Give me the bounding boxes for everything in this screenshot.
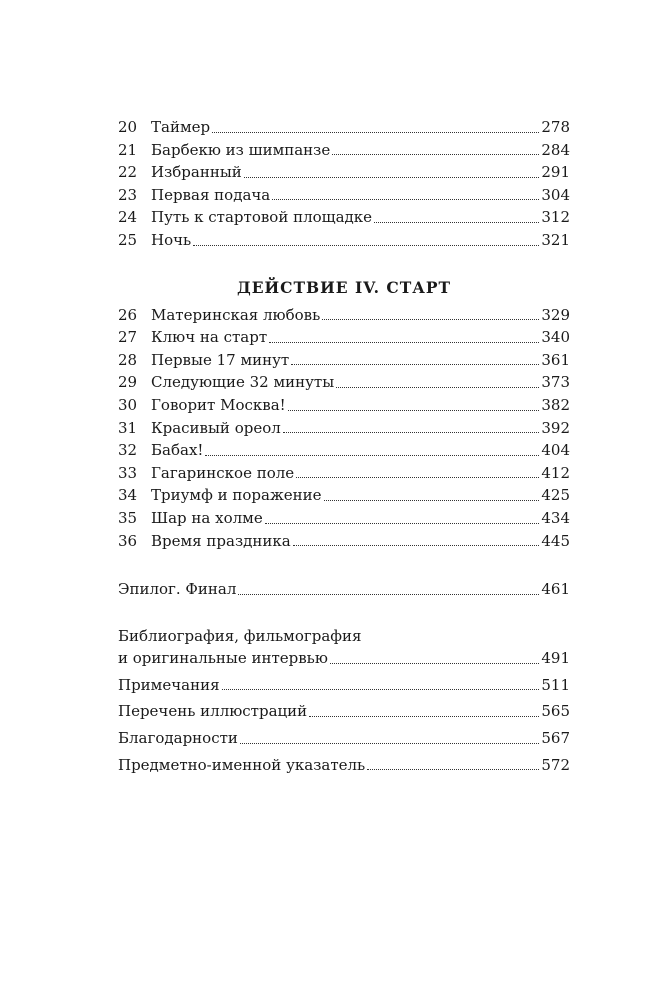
page-number: 291 xyxy=(541,163,570,182)
leader-dots xyxy=(296,476,539,478)
chapter-number: 34 xyxy=(118,486,138,505)
bibliography-title-line1: Библиография, фильмография xyxy=(118,626,362,645)
toc-entry xyxy=(118,394,570,417)
spacer xyxy=(118,552,570,578)
part-heading: ДЕЙСТВИЕ IV. СТАРТ xyxy=(236,277,452,297)
chapter-title: Путь к стартовой площадке xyxy=(151,208,373,227)
back-matter-title: Примечания xyxy=(118,675,220,694)
chapter-number: 33 xyxy=(118,463,138,482)
chapter-title: Барбекю из шимпанзе xyxy=(151,140,331,159)
leader-dots xyxy=(269,341,539,343)
page-number: 412 xyxy=(541,463,570,482)
chapter-title: Бабах! xyxy=(151,441,204,460)
chapter-title: Ключ на старт xyxy=(151,328,268,347)
page-number: 445 xyxy=(541,531,570,550)
chapter-title: Материнская любовь xyxy=(151,305,321,324)
toc-entry xyxy=(118,161,570,184)
toc-entry xyxy=(118,462,570,485)
page-number: 329 xyxy=(541,305,570,324)
page-number: 373 xyxy=(541,373,570,392)
toc-entry xyxy=(118,206,570,229)
page-number: 434 xyxy=(541,508,570,527)
toc-entry xyxy=(118,439,570,462)
chapter-number: 35 xyxy=(118,508,138,527)
toc-entry xyxy=(118,349,570,372)
page-number: 511 xyxy=(541,675,570,694)
chapter-number: 24 xyxy=(118,208,138,227)
chapter-number: 32 xyxy=(118,441,138,460)
part3-list xyxy=(118,116,570,252)
chapter-number: 20 xyxy=(118,118,138,136)
page-number: 567 xyxy=(541,729,570,748)
back-matter-title: Предметно-именной указатель xyxy=(118,755,366,774)
back-matter-title: Благодарности xyxy=(118,729,238,748)
leader-dots xyxy=(332,153,539,155)
leader-dots xyxy=(283,431,540,433)
leader-dots xyxy=(193,244,539,246)
back-matter-entry xyxy=(118,674,570,697)
chapter-title: Избранный xyxy=(151,163,242,182)
page-number: 425 xyxy=(541,486,570,505)
page-number: 361 xyxy=(541,350,570,369)
bibliography-entry xyxy=(118,625,570,670)
toc-entry xyxy=(118,530,570,553)
toc-entry xyxy=(118,139,570,162)
bibliography-title-line2: и оригинальные интервью xyxy=(118,649,328,668)
spacer xyxy=(118,601,570,625)
page-number: 565 xyxy=(541,702,570,721)
chapter-title: Таймер xyxy=(151,118,211,136)
back-matter-entry xyxy=(118,754,570,777)
toc-entry xyxy=(118,507,570,530)
leader-dots xyxy=(222,688,540,690)
chapter-number: 30 xyxy=(118,395,138,414)
toc-entry xyxy=(118,304,570,327)
page-number: 312 xyxy=(541,208,570,227)
chapter-title: Шар на холме xyxy=(151,508,263,527)
chapter-title: Гагаринское поле xyxy=(151,463,295,482)
chapter-title: Красивый ореол xyxy=(151,418,281,437)
leader-dots xyxy=(367,768,539,770)
chapter-number: 21 xyxy=(118,140,138,159)
leader-dots xyxy=(309,715,539,717)
leader-dots xyxy=(336,386,539,388)
leader-dots xyxy=(293,544,540,546)
toc-entry xyxy=(118,371,570,394)
chapter-number: 31 xyxy=(118,418,138,437)
leader-dots xyxy=(322,318,539,320)
back-matter-entry xyxy=(118,700,570,723)
page-number: 284 xyxy=(541,140,570,159)
chapter-number: 26 xyxy=(118,305,138,324)
leader-dots xyxy=(374,221,539,223)
toc-entry xyxy=(118,484,570,507)
part4-list xyxy=(118,304,570,553)
leader-dots xyxy=(291,363,539,365)
page-number: 304 xyxy=(541,185,570,204)
leader-dots xyxy=(272,198,539,200)
leader-dots xyxy=(324,499,540,501)
page-number: 340 xyxy=(541,328,570,347)
epilogue-title: Эпилог. Финал xyxy=(118,580,237,599)
chapter-title: Говорит Москва! xyxy=(151,395,286,414)
leader-dots xyxy=(265,522,540,524)
chapter-title: Время праздника xyxy=(151,531,291,550)
page-number: 321 xyxy=(541,230,570,249)
chapter-number: 36 xyxy=(118,531,138,550)
chapter-title: Триумф и поражение xyxy=(151,486,322,505)
page-number: 461 xyxy=(541,580,570,599)
toc-entry xyxy=(118,326,570,349)
leader-dots xyxy=(205,454,539,456)
leader-dots xyxy=(240,742,539,744)
chapter-number: 27 xyxy=(118,328,138,347)
toc-entry xyxy=(118,229,570,252)
page-number: 572 xyxy=(541,755,570,774)
back-matter-entry xyxy=(118,727,570,750)
page-number: 382 xyxy=(541,395,570,414)
epilogue-entry xyxy=(118,578,570,601)
back-matter-title: Перечень иллюстраций xyxy=(118,702,308,721)
leader-dots xyxy=(330,662,539,664)
chapter-number: 23 xyxy=(118,185,138,204)
chapter-title: Первые 17 минут xyxy=(151,350,290,369)
chapter-number: 25 xyxy=(118,230,138,249)
chapter-number: 29 xyxy=(118,373,138,392)
chapter-title: Первая подача xyxy=(151,185,271,204)
leader-dots xyxy=(212,131,539,133)
leader-dots xyxy=(244,176,540,178)
page-number: 392 xyxy=(541,418,570,437)
chapter-number: 28 xyxy=(118,350,138,369)
chapter-title: Ночь xyxy=(151,230,192,249)
toc-entry xyxy=(118,184,570,207)
chapter-title: Следующие 32 минуты xyxy=(151,373,335,392)
leader-dots xyxy=(238,593,539,595)
chapter-number: 22 xyxy=(118,163,138,182)
toc-entry xyxy=(118,417,570,440)
toc-entry xyxy=(118,116,570,139)
page-number: 404 xyxy=(541,441,570,460)
table-of-contents xyxy=(118,116,570,776)
page-number: 491 xyxy=(541,649,570,668)
page-number: 278 xyxy=(541,118,570,136)
leader-dots xyxy=(288,409,540,411)
